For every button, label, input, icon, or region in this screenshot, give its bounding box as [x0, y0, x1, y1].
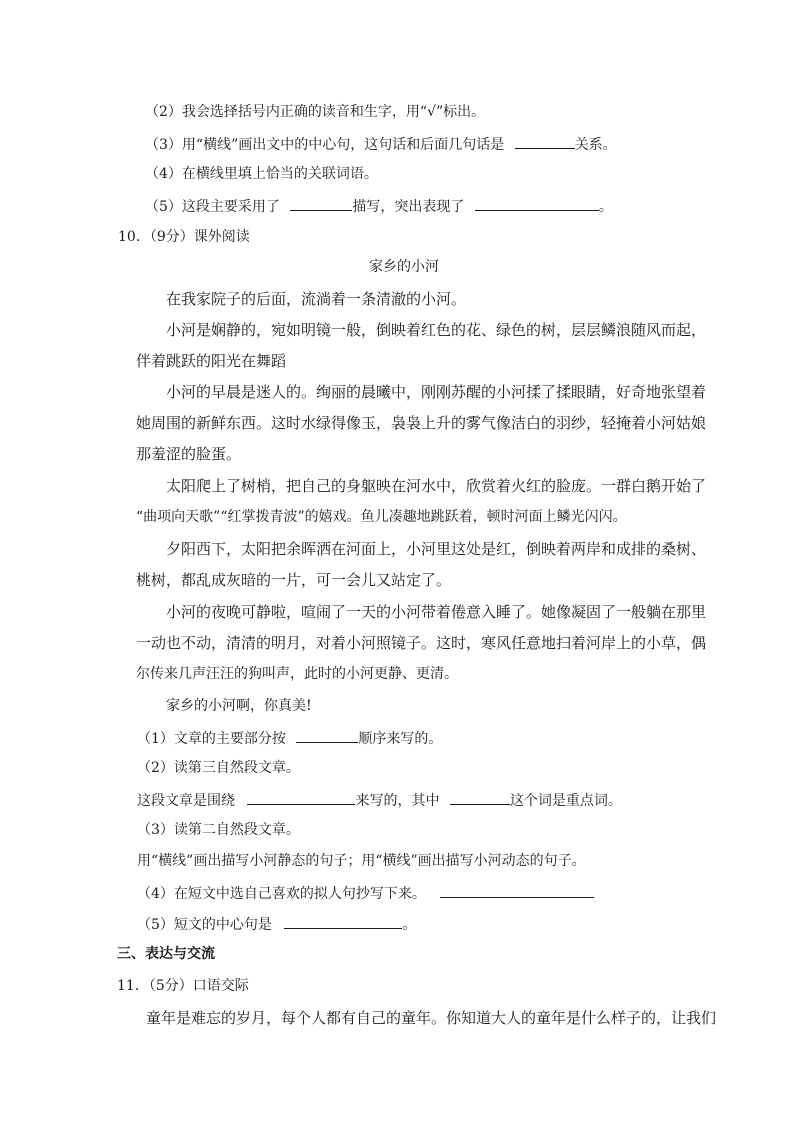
- passage-p4-line1: 太阳爬上了树梢，把自己的身躯映在河水中，欣赏着火红的脸庞。一群白鹅开始了: [166, 477, 707, 495]
- passage-p7: 家乡的小河啊，你真美!: [166, 698, 312, 714]
- q10-sub2-end: 这个词是重点词。: [509, 793, 622, 809]
- passage-p6-line1: 小河的夜晚可静啦，喧闹了一天的小河带着倦意入睡了。她像凝固了一般躺在那里: [166, 603, 707, 621]
- answer-blank[interactable]: [475, 196, 599, 211]
- passage-p3-line3: 那羞涩的脸蛋。: [136, 445, 242, 463]
- q10-sub5-text: （5）短文的中心句是: [137, 917, 272, 933]
- passage-p6-line2: 一动也不动，清清的明月，对着小河照镜子。这时，寒风任意地扫着河岸上的小草，偶: [136, 634, 707, 652]
- q9-sub4: （4）在横线里填上恰当的关联词语。: [145, 166, 378, 182]
- answer-blank[interactable]: [450, 790, 510, 805]
- q10-sub4: [137, 883, 594, 903]
- answer-blank[interactable]: [284, 914, 402, 929]
- passage-p6-line3: 尔传来几声汪汪的狗叫声，此时的小河更静、更清。: [136, 666, 458, 682]
- passage-title: 家乡的小河: [369, 259, 439, 275]
- q9-sub3: [145, 134, 617, 154]
- passage-p5-line1: 夕阳西下，太阳把余晖洒在河面上，小河里这处是红，倒映着两岸和成排的桑树、: [166, 540, 707, 558]
- q11-paragraph: 童年是难忘的岁月，每个人都有自己的童年。你知道大人的童年是什么样子的，让我们: [146, 1009, 717, 1027]
- q10-sub4-text: （4）在短文中选自己喜欢的拟人句抄写下来。: [137, 886, 426, 902]
- passage-p1: 在我家院子的后面，流淌着一条清澈的小河。: [166, 290, 467, 308]
- q9-sub5: [145, 196, 613, 216]
- q10-sub2-question: [137, 790, 622, 810]
- passage-p2-line1: 小河是娴静的，宛如明镜一般，倒映着红色的花、绿色的树，层层鳞浪随风而起，: [166, 321, 707, 339]
- passage-p3-line2: 她周围的新鲜东西。这时水绿得像玉，袅袅上升的雾气像洁白的羽纱，轻掩着小河姑娘: [136, 414, 707, 432]
- passage-p3-line1: 小河的早晨是迷人的。绚丽的晨曦中，刚刚苏醒的小河揉了揉眼睛，好奇地张望着: [166, 383, 707, 401]
- q9-sub5-mid: 描写，突出表现了: [352, 199, 465, 215]
- q10-sub3: （3）读第二自然段文章。: [137, 822, 300, 838]
- q10-sub3-question: 用“横线”画出描写小河静态的句子；用“横线”画出描写小河动态的句子。: [137, 853, 586, 869]
- section3-heading: 三、表达与交流: [117, 946, 215, 962]
- q9-sub3-text: （3）用“横线”画出文中的中心句，这句话和后面几句话是: [145, 137, 505, 153]
- answer-blank[interactable]: [247, 790, 355, 805]
- q9-sub3-tail: 关系。: [574, 137, 617, 153]
- q10-sub5: [137, 914, 416, 934]
- q10-sub1: [137, 728, 442, 748]
- q10-sub2: （2）读第三自然段文章。: [137, 760, 300, 776]
- q10-heading: 10．（9分）课外阅读: [118, 229, 250, 245]
- q10-sub1-tail: 顺序来写的。: [358, 731, 443, 747]
- q10-sub2-text: 这段文章是围绕: [137, 793, 235, 809]
- answer-blank[interactable]: [440, 883, 594, 898]
- q9-sub5-end: 。: [598, 199, 613, 215]
- q11-heading: 11．（5分）口语交际: [117, 978, 249, 994]
- q10-sub1-text: （1）文章的主要部分按: [137, 731, 286, 747]
- answer-blank[interactable]: [290, 196, 352, 211]
- answer-blank[interactable]: [515, 134, 575, 149]
- passage-p4-line2: “曲项向天歌”“红掌拨青波”的嬉戏。鱼儿凑趣地跳跃着，顿时河面上鳞光闪闪。: [136, 509, 627, 525]
- q10-sub5-end: 。: [402, 917, 417, 933]
- q9-sub2: （2）我会选择括号内正确的读音和生字，用“√”标出。: [145, 104, 486, 120]
- q10-sub2-mid: 来写的，其中: [355, 793, 440, 809]
- q9-sub5-text: （5）这段主要采用了: [145, 199, 280, 215]
- passage-p5-line2: 桃树，都乱成灰暗的一片，可一会儿又站定了。: [136, 571, 452, 589]
- passage-p2-line2: 伴着跳跃的阳光在舞蹈: [136, 352, 287, 370]
- answer-blank[interactable]: [296, 728, 358, 743]
